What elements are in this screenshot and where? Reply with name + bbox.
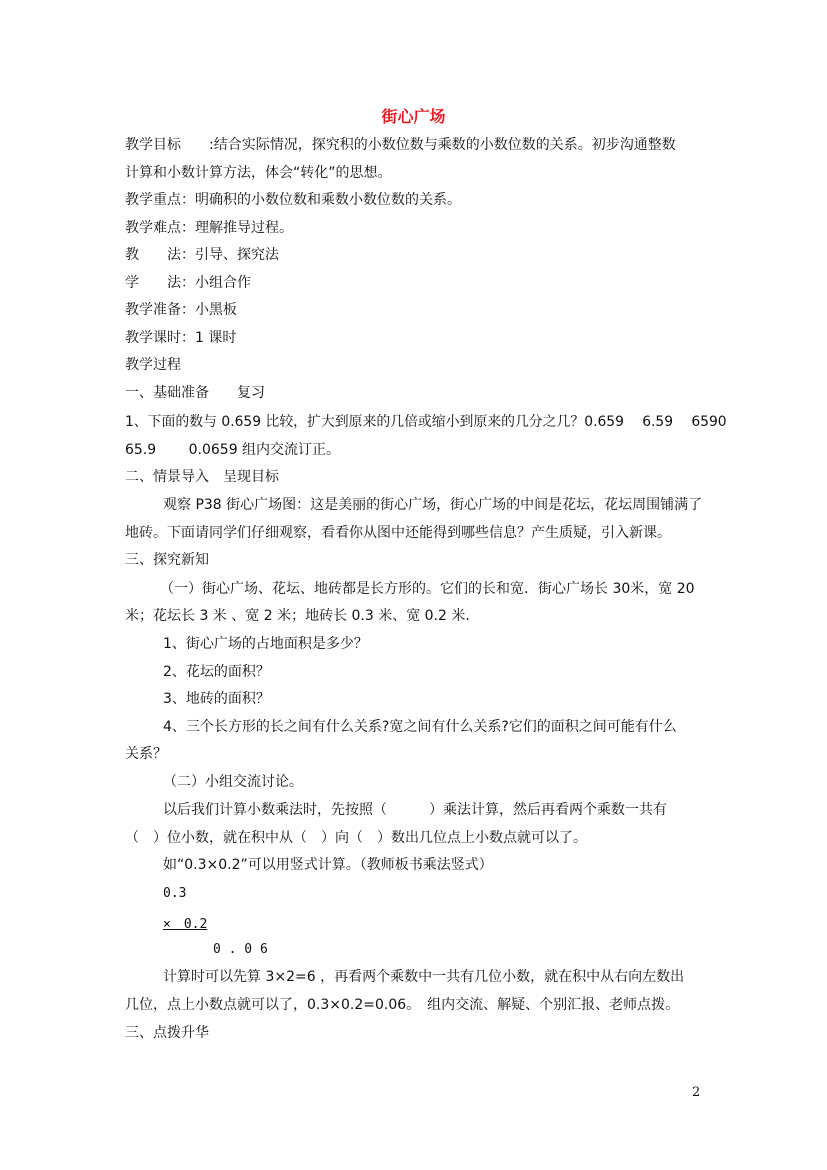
text-line: 几位，点上小数点就可以了，0.3×0.2=0.06。 组内交流、解疑、个别汇报、老师点拨。 bbox=[125, 997, 680, 1013]
text-line: 教学重点：明确积的小数位数和乘数小数位数的关系。 bbox=[125, 192, 461, 208]
text-line: （ ）位小数，就在积中从（ ）向（ ）数出几位点上小数点就可以了。 bbox=[125, 830, 587, 846]
section-heading: 一、基础准备 复习 bbox=[125, 385, 265, 401]
text-line: 如“0.3×0.2”可以用竖式计算。（教师板书乘法竖式） bbox=[163, 857, 493, 873]
text-line: 米；花坛长 3 米 、宽 2 米；地砖长 0.3 米、宽 0.2 米. bbox=[125, 608, 470, 624]
text-line: （二）小组交流讨论。 bbox=[163, 774, 303, 790]
text-line: 计算时可以先算 3×2=6 ，再看两个乘数中一共有几位小数，就在积中从右向左数出 bbox=[163, 969, 685, 985]
text-line: 教 法：引导、探究法 bbox=[125, 247, 279, 263]
question-item: 2、花坛的面积？ bbox=[163, 664, 270, 680]
text-line: 关系？ bbox=[125, 746, 167, 762]
text-line: 以后我们计算小数乘法时，先按照（ ）乘法计算，然后再看两个乘数一共有 bbox=[163, 802, 667, 818]
section-heading: 三、点拨升华 bbox=[125, 1025, 209, 1041]
page-number: 2 bbox=[692, 1085, 701, 1100]
text-line: 1、下面的数与 0.659 比较，扩大到原来的几倍或缩小到原来的几分之几？0.659 6.59 6590 bbox=[125, 414, 727, 430]
vertical-calc-result: 0 . 0 6 bbox=[213, 942, 268, 957]
text-line: 学 法：小组合作 bbox=[125, 275, 251, 291]
text-line: 65.9 0.0659 组内交流订正。 bbox=[125, 442, 341, 458]
text-line: 教学过程 bbox=[125, 357, 181, 373]
text-line: 观察 P38 街心广场图：这是美丽的街心广场，街心广场的中间是花坛，花坛周围铺满了 bbox=[163, 497, 703, 513]
section-heading: 三、探究新知 bbox=[125, 552, 209, 568]
text-line: 教学难点：理解推导过程。 bbox=[125, 220, 293, 236]
text-line: （一）街心广场、花坛、地砖都是长方形的。它们的长和宽．街心广场长 30米，宽 20 bbox=[160, 581, 695, 597]
vertical-calc-multiplier: × 0.2 bbox=[163, 917, 208, 932]
section-heading: 二、情景导入 呈现目标 bbox=[125, 469, 279, 485]
question-item: 4、三个长方形的长之间有什么关系?宽之间有什么关系?它们的面积之间可能有什么 bbox=[163, 719, 677, 735]
text-line: 地砖。下面请同学们仔细观察，看看你从图中还能得到哪些信息？产生质疑，引入新课。 bbox=[125, 525, 671, 541]
text-line: 教学准备：小黑板 bbox=[125, 302, 237, 318]
document-title: 街心广场 bbox=[381, 107, 446, 126]
question-item: 3、地砖的面积？ bbox=[163, 691, 270, 707]
text-line: 计算和小数计算方法，体会“转化”的思想。 bbox=[125, 165, 392, 181]
question-item: 1、街心广场的占地面积是多少？ bbox=[163, 636, 368, 652]
text-line: 教学目标 :结合实际情况，探究积的小数位数与乘数的小数位数的关系。初步沟通整数 bbox=[125, 137, 676, 153]
vertical-calc-top: 0.3 bbox=[163, 886, 187, 901]
text-line: 教学课时：1 课时 bbox=[125, 330, 237, 346]
